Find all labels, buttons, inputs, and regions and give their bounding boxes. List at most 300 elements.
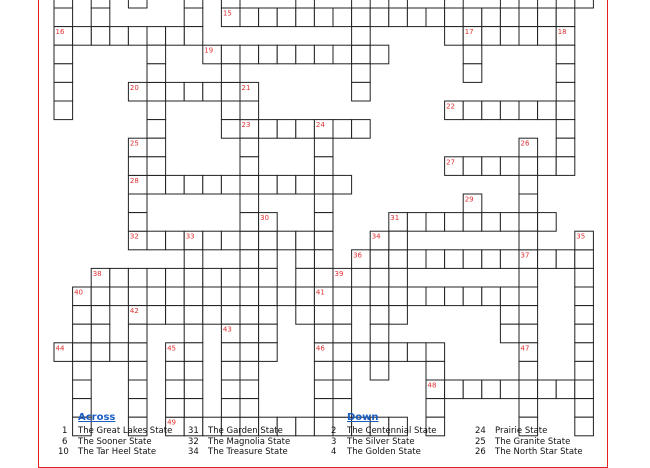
grid-cell[interactable]: [128, 194, 147, 213]
grid-cell[interactable]: [426, 213, 445, 232]
grid-cell[interactable]: [352, 0, 371, 8]
grid-cell[interactable]: [575, 343, 594, 362]
grid-cell[interactable]: [538, 8, 557, 27]
clue-number-label: 33: [185, 232, 195, 241]
grid-cell[interactable]: [221, 64, 240, 83]
grid-cell[interactable]: [463, 250, 482, 269]
grid-cell[interactable]: [147, 45, 166, 64]
grid-cell[interactable]: [110, 27, 129, 46]
grid-cell[interactable]: [445, 250, 464, 269]
grid-cell[interactable]: [482, 287, 501, 306]
grid-cell[interactable]: [575, 0, 594, 8]
grid-cell[interactable]: [389, 268, 408, 287]
grid-cell[interactable]: [314, 8, 333, 27]
clue-number-label: 21: [241, 83, 251, 92]
grid-cell[interactable]: [240, 287, 259, 306]
grid-cell[interactable]: [519, 175, 538, 194]
grid-cell[interactable]: [184, 380, 203, 399]
grid-cell[interactable]: [352, 120, 371, 139]
grid-cell[interactable]: [240, 231, 259, 250]
clue-number-label: 16: [55, 28, 65, 37]
grid-cell[interactable]: [538, 27, 557, 46]
grid-cell[interactable]: [296, 250, 315, 269]
clue-number-label: 40: [74, 288, 84, 297]
grid-cell[interactable]: [166, 175, 185, 194]
grid-cell[interactable]: [556, 101, 575, 120]
grid-cell[interactable]: [333, 361, 352, 380]
grid-cell[interactable]: [221, 45, 240, 64]
grid-cell[interactable]: [426, 343, 445, 362]
grid-cell[interactable]: [203, 268, 222, 287]
grid-cell[interactable]: [128, 157, 147, 176]
grid-cell[interactable]: [147, 64, 166, 83]
grid-cell[interactable]: [73, 324, 92, 343]
grid-cell[interactable]: [370, 268, 389, 287]
grid-cell[interactable]: [240, 157, 259, 176]
grid-cell[interactable]: [128, 361, 147, 380]
grid-cell[interactable]: [314, 324, 333, 343]
grid-cell[interactable]: [314, 306, 333, 325]
grid-cell[interactable]: [147, 157, 166, 176]
grid-cell[interactable]: [221, 82, 240, 101]
grid-cell[interactable]: [426, 361, 445, 380]
grid-cell[interactable]: [259, 231, 278, 250]
grid-cell[interactable]: [314, 380, 333, 399]
grid-cell[interactable]: [221, 361, 240, 380]
grid-cell[interactable]: [314, 213, 333, 232]
grid-cell[interactable]: [240, 138, 259, 157]
grid-cell[interactable]: [166, 268, 185, 287]
grid-cell[interactable]: [277, 287, 296, 306]
grid-cell[interactable]: [519, 361, 538, 380]
grid-cell[interactable]: [221, 120, 240, 139]
grid-cell[interactable]: [519, 287, 538, 306]
grid-cell[interactable]: [54, 0, 73, 8]
grid-cell[interactable]: [519, 101, 538, 120]
grid-cell[interactable]: [519, 27, 538, 46]
grid-cell[interactable]: [426, 287, 445, 306]
clue-number: 2: [331, 426, 337, 436]
grid-cell[interactable]: [277, 120, 296, 139]
grid-cell[interactable]: [575, 250, 594, 269]
grid-cell[interactable]: [128, 380, 147, 399]
grid-cell[interactable]: [538, 250, 557, 269]
grid-cell[interactable]: [352, 82, 371, 101]
grid-cell[interactable]: [203, 287, 222, 306]
grid-cell[interactable]: [221, 287, 240, 306]
grid-cell[interactable]: [333, 175, 352, 194]
grid-cell[interactable]: [352, 287, 371, 306]
grid-cell[interactable]: [147, 231, 166, 250]
grid-cell[interactable]: [314, 138, 333, 157]
grid-cell[interactable]: [519, 157, 538, 176]
grid-cell[interactable]: [203, 175, 222, 194]
clue-number-label: 27: [446, 158, 456, 167]
grid-cell[interactable]: [240, 268, 259, 287]
grid-cell[interactable]: [556, 8, 575, 27]
grid-cell[interactable]: [203, 82, 222, 101]
grid-cell[interactable]: [445, 0, 464, 8]
grid-cell[interactable]: [259, 250, 278, 269]
grid-cell[interactable]: [128, 213, 147, 232]
grid-cell[interactable]: [333, 380, 352, 399]
grid-cell[interactable]: [333, 306, 352, 325]
grid-cell[interactable]: [277, 45, 296, 64]
grid-cell[interactable]: [259, 268, 278, 287]
grid-cell[interactable]: [221, 175, 240, 194]
clue-number: 34: [188, 447, 199, 457]
grid-cell[interactable]: [333, 343, 352, 362]
grid-cell[interactable]: [184, 306, 203, 325]
grid-cell[interactable]: [445, 287, 464, 306]
grid-cell[interactable]: [463, 45, 482, 64]
grid-cell[interactable]: [482, 101, 501, 120]
grid-cell[interactable]: [556, 138, 575, 157]
grid-cell[interactable]: [389, 231, 408, 250]
clue-number: 1: [62, 426, 68, 436]
grid-cell[interactable]: [296, 175, 315, 194]
grid-cell[interactable]: [277, 231, 296, 250]
grid-cell[interactable]: [519, 306, 538, 325]
grid-cell[interactable]: [296, 231, 315, 250]
grid-cell[interactable]: [407, 287, 426, 306]
grid-cell[interactable]: [277, 8, 296, 27]
grid-cell[interactable]: [482, 27, 501, 46]
grid-cell[interactable]: [333, 324, 352, 343]
grid-cell[interactable]: [333, 45, 352, 64]
grid-cell[interactable]: [240, 8, 259, 27]
grid-cell[interactable]: [240, 380, 259, 399]
grid-cell[interactable]: [240, 45, 259, 64]
grid-cell[interactable]: [389, 0, 408, 8]
grid-cell[interactable]: [575, 324, 594, 343]
clue-text: The Garden State: [208, 426, 283, 436]
grid-cell[interactable]: [184, 324, 203, 343]
grid-cell[interactable]: [426, 250, 445, 269]
grid-cell[interactable]: [259, 324, 278, 343]
grid-cell[interactable]: [128, 343, 147, 362]
grid-cell[interactable]: [500, 101, 519, 120]
grid-cell[interactable]: [389, 343, 408, 362]
grid-cell[interactable]: [538, 0, 557, 8]
grid-cell[interactable]: [389, 306, 408, 325]
grid-cell[interactable]: [221, 0, 240, 8]
grid-cell[interactable]: [221, 268, 240, 287]
grid-cell[interactable]: [314, 361, 333, 380]
grid-cell[interactable]: [482, 157, 501, 176]
grid-cell[interactable]: [91, 287, 110, 306]
grid-cell[interactable]: [519, 268, 538, 287]
grid-cell[interactable]: [314, 45, 333, 64]
grid-cell[interactable]: [575, 380, 594, 399]
grid-cell[interactable]: [296, 306, 315, 325]
clue-number-label: 36: [353, 251, 363, 260]
grid-cell[interactable]: [296, 287, 315, 306]
grid-cell[interactable]: [556, 120, 575, 139]
grid-cell[interactable]: [184, 343, 203, 362]
grid-cell[interactable]: [73, 306, 92, 325]
grid-cell[interactable]: [500, 380, 519, 399]
grid-cell[interactable]: [296, 8, 315, 27]
grid-cell[interactable]: [314, 157, 333, 176]
grid-cell[interactable]: [296, 120, 315, 139]
grid-cell[interactable]: [500, 0, 519, 8]
grid-cell[interactable]: [370, 45, 389, 64]
grid-cell[interactable]: [240, 101, 259, 120]
grid-cell[interactable]: [166, 380, 185, 399]
clue-number: 4: [331, 447, 337, 457]
clue-number-label: 31: [390, 214, 400, 223]
grid-cell[interactable]: [184, 268, 203, 287]
grid-cell[interactable]: [463, 8, 482, 27]
grid-cell[interactable]: [500, 287, 519, 306]
grid-cell[interactable]: [240, 324, 259, 343]
grid-cell[interactable]: [147, 82, 166, 101]
grid-cell[interactable]: [147, 120, 166, 139]
grid-cell[interactable]: [519, 194, 538, 213]
grid-cell[interactable]: [296, 45, 315, 64]
grid-cell[interactable]: [166, 361, 185, 380]
grid-cell[interactable]: [54, 101, 73, 120]
grid-cell[interactable]: [482, 213, 501, 232]
grid-cell[interactable]: [259, 120, 278, 139]
grid-cell[interactable]: [352, 27, 371, 46]
grid-cell[interactable]: [73, 27, 92, 46]
grid-cell[interactable]: [314, 268, 333, 287]
grid-cell[interactable]: [128, 268, 147, 287]
grid-cell[interactable]: [147, 27, 166, 46]
across-heading: Across: [78, 412, 116, 423]
grid-cell[interactable]: [500, 27, 519, 46]
grid-cell[interactable]: [91, 0, 110, 8]
grid-cell[interactable]: [556, 250, 575, 269]
grid-cell[interactable]: [519, 324, 538, 343]
grid-cell[interactable]: [221, 343, 240, 362]
grid-cell[interactable]: [500, 157, 519, 176]
grid-cell[interactable]: [184, 361, 203, 380]
clue-number-label: 26: [520, 139, 530, 148]
grid-cell[interactable]: [73, 361, 92, 380]
clue-number-label: 44: [55, 344, 65, 353]
grid-cell[interactable]: [482, 8, 501, 27]
grid-cell[interactable]: [221, 306, 240, 325]
grid-cell[interactable]: [538, 213, 557, 232]
grid-cell[interactable]: [500, 213, 519, 232]
grid-cell[interactable]: [463, 101, 482, 120]
grid-cell[interactable]: [519, 213, 538, 232]
grid-cell[interactable]: [240, 361, 259, 380]
grid-cell[interactable]: [556, 82, 575, 101]
grid-cell[interactable]: [389, 287, 408, 306]
grid-cell[interactable]: [538, 380, 557, 399]
grid-cell[interactable]: [370, 343, 389, 362]
grid-cell[interactable]: [500, 8, 519, 27]
grid-cell[interactable]: [184, 0, 203, 8]
grid-cell[interactable]: [259, 175, 278, 194]
grid-cell[interactable]: [240, 213, 259, 232]
grid-cell[interactable]: [352, 45, 371, 64]
grid-cell[interactable]: [575, 361, 594, 380]
grid-cell[interactable]: [482, 380, 501, 399]
grid-cell[interactable]: [463, 380, 482, 399]
clue-number: 25: [475, 436, 486, 447]
grid-cell[interactable]: [110, 268, 129, 287]
grid-cell[interactable]: [500, 250, 519, 269]
grid-cell[interactable]: [147, 138, 166, 157]
grid-cell[interactable]: [110, 343, 129, 362]
clue-number: 24: [475, 426, 486, 436]
grid-cell[interactable]: [463, 157, 482, 176]
grid-cell[interactable]: [240, 250, 259, 269]
grid-cell[interactable]: [259, 287, 278, 306]
grid-cell[interactable]: [352, 64, 371, 83]
clue-row: [325, 447, 595, 458]
grid-cell[interactable]: [221, 380, 240, 399]
grid-cell[interactable]: [203, 231, 222, 250]
grid-cell[interactable]: [166, 82, 185, 101]
grid-cell[interactable]: [370, 324, 389, 343]
clue-number: 26: [475, 447, 486, 457]
clue-number-label: 46: [315, 344, 325, 353]
grid-cell[interactable]: [445, 27, 464, 46]
grid-cell[interactable]: [184, 27, 203, 46]
grid-cell[interactable]: [184, 250, 203, 269]
grid-cell[interactable]: [445, 8, 464, 27]
grid-cell[interactable]: [128, 27, 147, 46]
grid-cell[interactable]: [128, 324, 147, 343]
grid-cell[interactable]: [352, 343, 371, 362]
grid-cell[interactable]: [91, 27, 110, 46]
grid-cell[interactable]: [54, 45, 73, 64]
grid-cell[interactable]: [166, 306, 185, 325]
grid-cell[interactable]: [538, 101, 557, 120]
grid-cell[interactable]: [259, 306, 278, 325]
clue-number-label: 39: [334, 269, 344, 278]
grid-cell[interactable]: [445, 213, 464, 232]
grid-cell[interactable]: [370, 250, 389, 269]
grid-cell[interactable]: [556, 64, 575, 83]
grid-cell[interactable]: [333, 8, 352, 27]
grid-cell[interactable]: [203, 306, 222, 325]
grid-cell[interactable]: [259, 343, 278, 362]
clue-number-label: 30: [260, 214, 270, 223]
grid-cell[interactable]: [482, 250, 501, 269]
grid-cell[interactable]: [54, 64, 73, 83]
clue-number-label: 19: [204, 46, 214, 55]
grid-cell[interactable]: [240, 175, 259, 194]
grid-cell[interactable]: [184, 175, 203, 194]
grid-cell[interactable]: [54, 8, 73, 27]
grid-cell[interactable]: [296, 268, 315, 287]
clue-number-label: 34: [371, 232, 381, 241]
grid-cell[interactable]: [519, 231, 538, 250]
grid-cell[interactable]: [166, 287, 185, 306]
clue-number-label: 28: [129, 176, 139, 185]
grid-cell[interactable]: [91, 324, 110, 343]
down-heading: Down: [347, 412, 379, 423]
grid-cell[interactable]: [500, 306, 519, 325]
grid-cell[interactable]: [407, 8, 426, 27]
grid-cell[interactable]: [314, 194, 333, 213]
grid-cell[interactable]: [166, 27, 185, 46]
grid-cell[interactable]: [314, 231, 333, 250]
grid-cell[interactable]: [389, 8, 408, 27]
grid-cell[interactable]: [147, 306, 166, 325]
grid-cell[interactable]: [389, 250, 408, 269]
grid-cell[interactable]: [110, 287, 129, 306]
grid-cell[interactable]: [407, 250, 426, 269]
grid-cell[interactable]: [370, 306, 389, 325]
grid-cell[interactable]: [166, 231, 185, 250]
grid-cell[interactable]: [463, 64, 482, 83]
grid-cell[interactable]: [333, 120, 352, 139]
grid-cell[interactable]: [54, 82, 73, 101]
grid-cell[interactable]: [184, 8, 203, 27]
grid-cell[interactable]: [128, 287, 147, 306]
grid-cell[interactable]: [184, 287, 203, 306]
grid-cell[interactable]: [426, 8, 445, 27]
grid-cell[interactable]: [407, 343, 426, 362]
grid-cell[interactable]: [556, 157, 575, 176]
grid-cell[interactable]: [333, 287, 352, 306]
grid-cell[interactable]: [91, 8, 110, 27]
grid-cell[interactable]: [556, 380, 575, 399]
grid-cell[interactable]: [314, 250, 333, 269]
grid-cell[interactable]: [147, 287, 166, 306]
grid-cell[interactable]: [277, 175, 296, 194]
grid-cell[interactable]: [184, 82, 203, 101]
grid-cell[interactable]: [221, 101, 240, 120]
grid-cell[interactable]: [370, 8, 389, 27]
grid-cell[interactable]: [73, 343, 92, 362]
grid-cell[interactable]: [519, 8, 538, 27]
grid-cell[interactable]: [128, 0, 147, 8]
clue-number-label: 15: [222, 9, 232, 18]
grid-cell[interactable]: [407, 213, 426, 232]
clue-number-label: 24: [315, 121, 325, 130]
grid-cell[interactable]: [147, 268, 166, 287]
grid-cell[interactable]: [221, 231, 240, 250]
grid-cell[interactable]: [463, 213, 482, 232]
grid-cell[interactable]: [240, 194, 259, 213]
grid-cell[interactable]: [147, 101, 166, 120]
grid-cell[interactable]: [147, 175, 166, 194]
grid-cell[interactable]: [314, 175, 333, 194]
grid-cell[interactable]: [73, 380, 92, 399]
grid-cell[interactable]: [575, 306, 594, 325]
grid-cell[interactable]: [370, 287, 389, 306]
clue-row: [325, 426, 595, 437]
grid-cell[interactable]: [500, 324, 519, 343]
grid-cell[interactable]: [296, 0, 315, 8]
grid-cell[interactable]: [519, 380, 538, 399]
clue-number-label: 23: [241, 121, 251, 130]
grid-cell[interactable]: [352, 8, 371, 27]
grid-cell[interactable]: [575, 268, 594, 287]
grid-cell[interactable]: [463, 287, 482, 306]
grid-cell[interactable]: [91, 306, 110, 325]
grid-cell[interactable]: [240, 343, 259, 362]
grid-cell[interactable]: [370, 361, 389, 380]
grid-cell[interactable]: [259, 45, 278, 64]
grid-cell[interactable]: [91, 343, 110, 362]
grid-cell[interactable]: [575, 287, 594, 306]
grid-cell[interactable]: [538, 157, 557, 176]
grid-cell[interactable]: [240, 306, 259, 325]
grid-cell[interactable]: [556, 45, 575, 64]
grid-cell[interactable]: [445, 380, 464, 399]
grid-cell[interactable]: [259, 8, 278, 27]
